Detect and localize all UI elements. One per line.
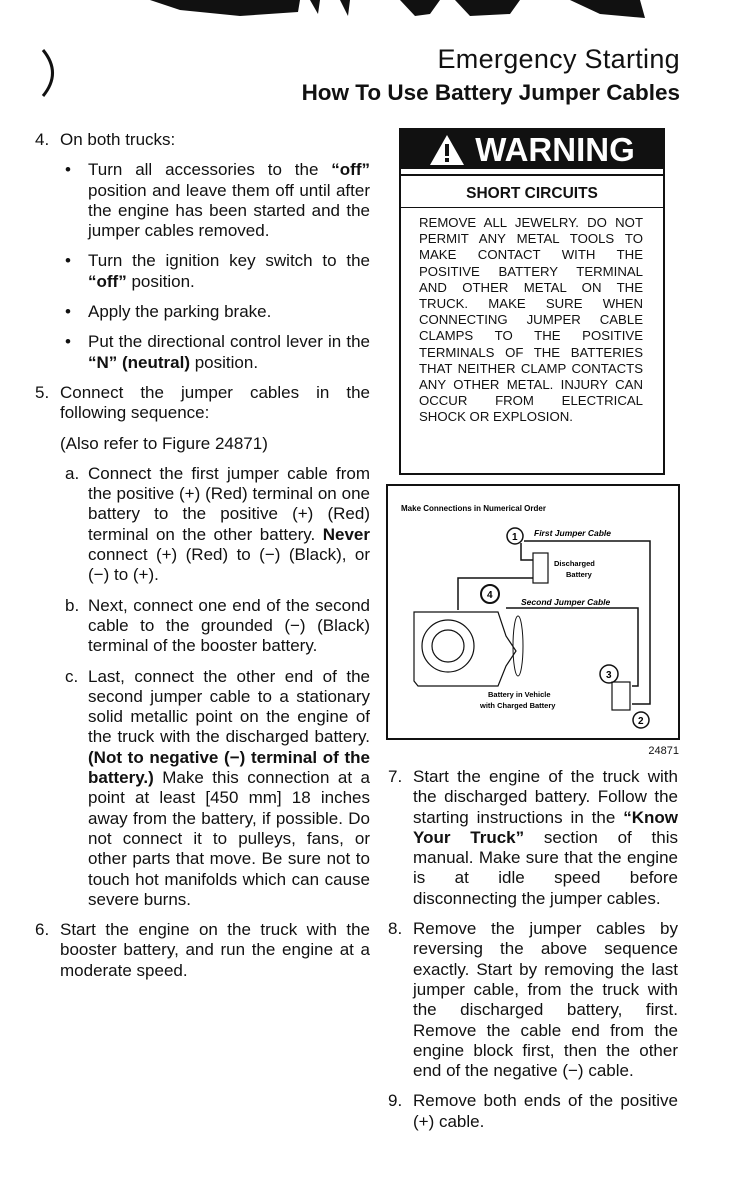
item-text — [413, 1091, 678, 1132]
text-segment: Turn all accessories to the — [88, 160, 332, 180]
instruction-item — [62, 332, 370, 373]
text-segment: position and leave them off until after the engine has been started and the jumper cables removed. — [88, 180, 370, 241]
instruction-item — [60, 434, 370, 454]
instruction-item — [62, 464, 370, 586]
item-text — [88, 667, 370, 911]
text-segment: section of this manual. Make sure that the engine is at idle speed before disconnecting the jumper cables. — [413, 827, 679, 908]
instruction-item — [62, 160, 370, 241]
first-cable-label: First Jumper Cable — [534, 528, 611, 538]
section-title: How To Use Battery Jumper Cables — [301, 80, 680, 105]
warning-subtitle: SHORT CIRCUITS — [401, 179, 663, 208]
scan-bracket-mark — [40, 48, 70, 98]
instruction-item — [35, 130, 370, 150]
text-segment: On both trucks: — [60, 130, 176, 149]
charged-battery — [612, 682, 630, 710]
text-segment: Start the engine on the truck with the booster battery, and run the engine at a moderate speed. — [60, 920, 370, 980]
jumper-cable-diagram — [386, 484, 680, 740]
item-text — [88, 332, 370, 373]
scan-artifact-top — [0, 0, 734, 20]
warning-triangle-icon — [429, 134, 465, 166]
text-segment: Start the engine of the truck with the discharged battery. Follow the starting instructions in the — [413, 767, 678, 827]
text-segment: Connect the jumper cables in the following sequence: — [60, 382, 370, 423]
right-column-instructions — [388, 767, 678, 1142]
text-segment: Turn the ignition key switch to the — [88, 251, 370, 271]
page-title: Emergency Starting — [437, 44, 680, 74]
item-number: 4. — [35, 130, 50, 149]
text-segment: position. — [126, 271, 195, 291]
text-segment: Connect the first jumper cable from the positive (+) (Red) terminal on one battery to the positive (+) (Red) terminal on the other battery. — [88, 463, 370, 544]
discharged-battery-label: Discharged — [554, 559, 595, 568]
instruction-item — [62, 302, 370, 322]
item-text — [413, 767, 678, 909]
bold-text: Never — [322, 524, 370, 544]
item-text — [88, 251, 370, 292]
charged-battery-label-2: with Charged Battery — [480, 701, 556, 710]
instruction-item — [388, 767, 678, 909]
step-4-number: 4 — [487, 590, 493, 601]
item-text — [88, 160, 370, 241]
instruction-item — [388, 1091, 678, 1132]
instruction-item — [35, 920, 370, 981]
step-3-number: 3 — [606, 670, 612, 681]
item-number: • — [65, 302, 71, 322]
item-number: • — [65, 251, 71, 271]
item-number: 8. — [388, 919, 403, 939]
item-number: a. — [65, 463, 80, 483]
bold-text: (Not to negative (−) terminal of the battery.) — [88, 747, 370, 788]
step-2-number: 2 — [638, 716, 644, 727]
text-segment: Last, connect the other end of the second jumper cable to a stationary solid metallic point on the engine of the truck with the discharged battery. — [88, 666, 370, 747]
item-text — [60, 130, 370, 150]
bold-text: “N” (neutral) — [88, 352, 190, 372]
warning-header — [401, 130, 663, 174]
instruction-item — [62, 667, 370, 911]
text-segment: Remove both ends of the positive (+) cable. — [413, 1091, 678, 1131]
warning-body: REMOVE ALL JEWELRY. DO NOT PERMIT ANY METAL TOOLS TO MAKE CONTACT WITH THE POSITIVE BATTERY TERMINAL AND OTHER METAL ON THE TRUCK. MAKE SURE WHEN CONNECTING JUMPER CABLE CLAMPS TO THE POSITIVE TERMINALS OF THE BATTERIES THAT NEITHER CLAMP CONTACTS ANY OTHER METAL. INJURY CAN OCCUR FROM ELECTRICAL SHOCK OR EXPLOSION. — [419, 215, 643, 425]
item-text — [88, 302, 370, 322]
instruction-item — [35, 383, 370, 424]
figure-number: 24871 — [648, 745, 679, 757]
text-segment: Next, connect one end of the second cable to the grounded (−) (Black) terminal of the booster battery. — [88, 595, 370, 656]
text-segment: position. — [190, 352, 259, 372]
text-segment: Make this connection at a point at least [450 mm] 18 inches away from the battery, if possible. Do not connect it to pulleys, fans, or other parts that move. Be sure not to touch hot manifolds which can cause severe burns. — [88, 768, 370, 909]
item-number: 7. — [388, 767, 403, 786]
item-number: b. — [65, 595, 80, 615]
item-number: 5. — [35, 382, 50, 402]
item-text — [413, 919, 678, 1081]
item-text — [60, 383, 370, 424]
text-segment: (Also refer to Figure 24871) — [60, 433, 268, 453]
diagram-drawing — [388, 486, 678, 738]
text-segment: Remove the jumper cables by reversing the above sequence exactly. Start by removing the last jumper cable, from the truck with the discharged battery, first. Remove the cable end from the engine block first, then the other end of the negative (−) cable. — [413, 919, 678, 1081]
text-segment: connect (+) (Red) to (−) (Black), or (−) to (+). — [88, 545, 370, 585]
instruction-item — [62, 596, 370, 657]
discharged-battery — [533, 553, 548, 583]
warning-label: WARNING — [475, 130, 635, 168]
step-1-number: 1 — [512, 532, 518, 543]
instruction-item — [388, 919, 678, 1081]
item-text — [88, 596, 370, 657]
text-segment: Apply the parking brake. — [88, 302, 272, 322]
item-number: 9. — [388, 1091, 403, 1111]
charged-battery-label: Battery in Vehicle — [488, 690, 551, 699]
item-text — [60, 434, 370, 454]
item-number: c. — [65, 666, 79, 686]
engine-drawing — [414, 612, 516, 686]
item-number: • — [65, 160, 71, 180]
discharged-battery-label-2: Battery — [566, 570, 592, 579]
text-segment: Put the directional control lever in the — [88, 332, 370, 352]
item-number: • — [65, 332, 71, 352]
bold-text: “off” — [331, 160, 370, 180]
bold-text: “Know Your Truck” — [413, 807, 678, 847]
left-column-instructions — [35, 130, 370, 991]
diagram-heading: Make Connections in Numerical Order — [401, 504, 546, 513]
item-text — [88, 464, 370, 586]
instruction-item — [62, 251, 370, 292]
warning-box — [399, 128, 665, 475]
item-number: 6. — [35, 920, 50, 940]
second-cable-label: Second Jumper Cable — [521, 597, 611, 607]
item-text — [60, 920, 370, 981]
bold-text: “off” — [88, 271, 127, 291]
